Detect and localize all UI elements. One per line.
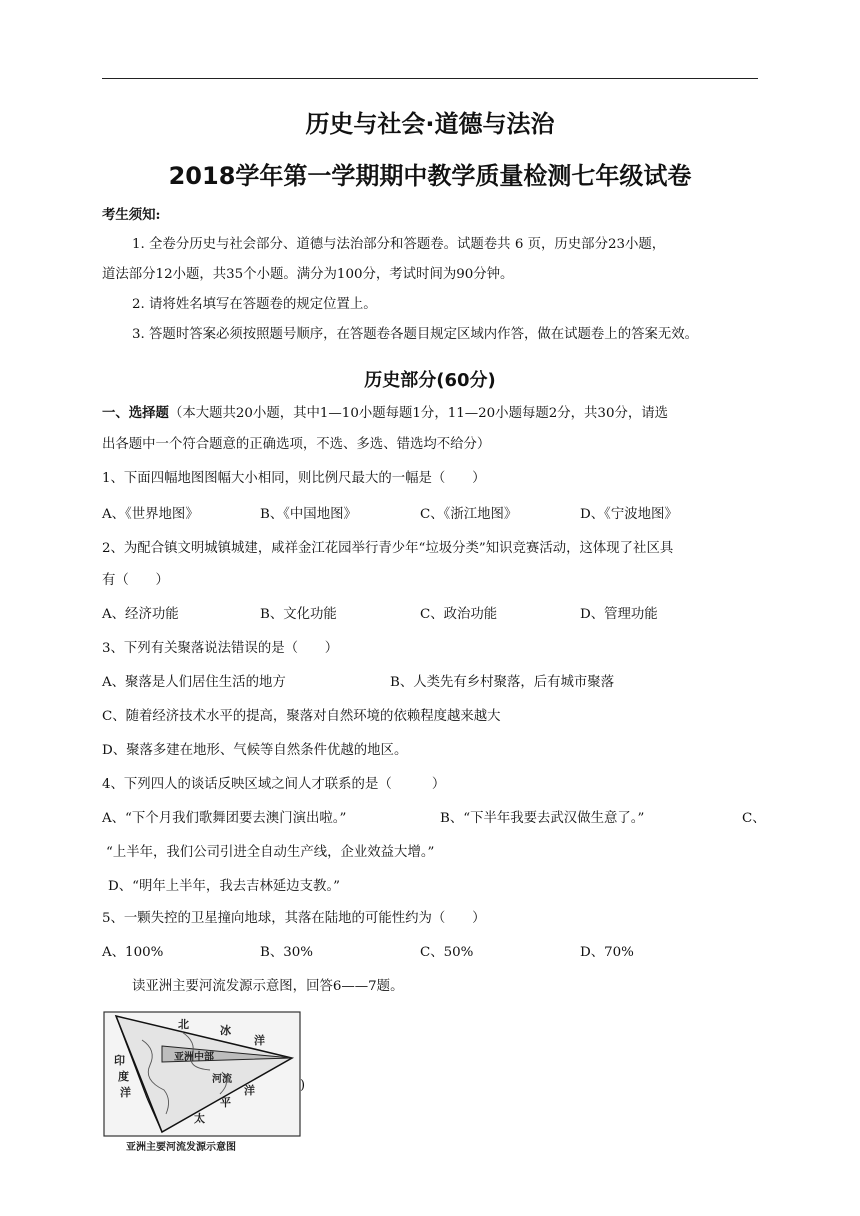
map-label-yin: 印	[114, 1054, 125, 1067]
q2-stem-b: 有（ ）	[102, 573, 169, 588]
q1-option-c: C、《浙江地图》	[420, 507, 518, 522]
q4-option-c: “上半年，我们公司引进全自动生产线，企业效益大增。”	[106, 845, 435, 860]
q3-option-a: A、聚落是人们居住生活的地方	[102, 675, 286, 690]
section-title: 历史部分(60分)	[364, 370, 496, 391]
q5-option-d: D、70%	[580, 945, 634, 960]
map-label-ping: 平	[220, 1096, 231, 1109]
notice-item-2: 2. 请将姓名填写在答题卷的规定位置上。	[132, 297, 377, 312]
map-label-yang-west: 洋	[120, 1086, 131, 1099]
q5-stem: 5、一颗失控的卫星撞向地球，其落在陆地的可能性约为（ ）	[102, 911, 486, 926]
notice-item-1a: 1. 全卷分历史与社会部分、道德与法治部分和答题卷。试题卷共 6 页，历史部分23小题，	[132, 237, 666, 252]
part1-heading	[102, 404, 668, 423]
header-rule	[102, 78, 758, 79]
q3-option-d: D、聚落多建在地形、气候等自然条件优越的地区。	[102, 743, 408, 758]
notice-item-3: 3. 答题时答案必须按照题号顺序，在答题卷各题目规定区域内作答，做在试题卷上的答案无效。	[132, 327, 699, 342]
q5-option-a: A、100%	[102, 945, 164, 960]
q2-option-c: C、政治功能	[420, 607, 498, 622]
q2-option-d: D、管理功能	[580, 607, 658, 622]
map-label-bei: 北	[178, 1018, 189, 1031]
notice-heading: 考生须知:	[102, 207, 161, 223]
map-figure	[102, 1010, 302, 1155]
q4-option-b: B、“下半年我要去武汉做生意了。”	[440, 811, 645, 826]
asia-rivers-map	[102, 1010, 302, 1155]
map-label-yang-east: 洋	[244, 1084, 255, 1097]
q2-option-a: A、经济功能	[102, 607, 179, 622]
page-title: 历史与社会·道德与法治	[305, 110, 555, 138]
map-caption: 亚洲主要河流发源示意图	[126, 1142, 236, 1153]
q3-option-c: C、随着经济技术水平的提高，聚落对自然环境的依赖程度越来越大	[102, 709, 501, 724]
q5-option-b: B、30%	[260, 945, 313, 960]
q4-option-a: A、“下个月我们歌舞团要去澳门演出啦。”	[102, 811, 347, 826]
map-label-du: 度	[118, 1070, 129, 1083]
exam-title: 2018学年第一学期期中教学质量检测七年级试卷	[168, 162, 692, 190]
part1-label: 一、选择题	[102, 405, 169, 421]
part1-desc-a: （本大题共20小题，其中1—10小题每题1分，11—20小题每题2分，共30分，请选	[168, 406, 669, 421]
q2-option-b: B、文化功能	[260, 607, 337, 622]
q5-option-c: C、50%	[420, 945, 474, 960]
part1-desc-b: 出各题中一个符合题意的正确选项，不选、多选、错选均不给分）	[102, 437, 491, 452]
map-label-rivers: 河流	[212, 1074, 232, 1085]
map-label-yang-north: 洋	[254, 1034, 265, 1047]
read-note: 读亚洲主要河流发源示意图，回答6——7题。	[132, 979, 404, 994]
q1-option-a: A、《世界地图》	[102, 507, 199, 522]
notice-item-1b: 道法部分12小题，共35个小题。满分为100分，考试时间为90分钟。	[102, 267, 514, 282]
q2-stem-a: 2、为配合镇文明城镇城建，咸祥金江花园举行青少年“垃圾分类”知识竞赛活动，这体现了社区具	[102, 541, 674, 556]
q4-option-c-label: C、	[742, 811, 766, 826]
map-label-tai: 太	[194, 1112, 205, 1125]
q4-option-d: D、“明年上半年，我去吉林延边支教。”	[108, 879, 340, 894]
q1-option-b: B、《中国地图》	[260, 507, 357, 522]
q3-option-b: B、人类先有乡村聚落，后有城市聚落	[390, 675, 615, 690]
q4-stem: 4、下列四人的谈话反映区域之间人才联系的是（ ）	[102, 777, 446, 792]
map-paren: )	[300, 1078, 306, 1093]
map-label-bing: 冰	[220, 1024, 231, 1037]
q1-stem: 1、下面四幅地图图幅大小相同，则比例尺最大的一幅是（ ）	[102, 471, 486, 486]
map-label-central-asia: 亚洲中部	[174, 1052, 214, 1063]
q1-option-d: D、《宁波地图》	[580, 507, 678, 522]
q3-stem: 3、下列有关聚落说法错误的是（ ）	[102, 641, 339, 656]
